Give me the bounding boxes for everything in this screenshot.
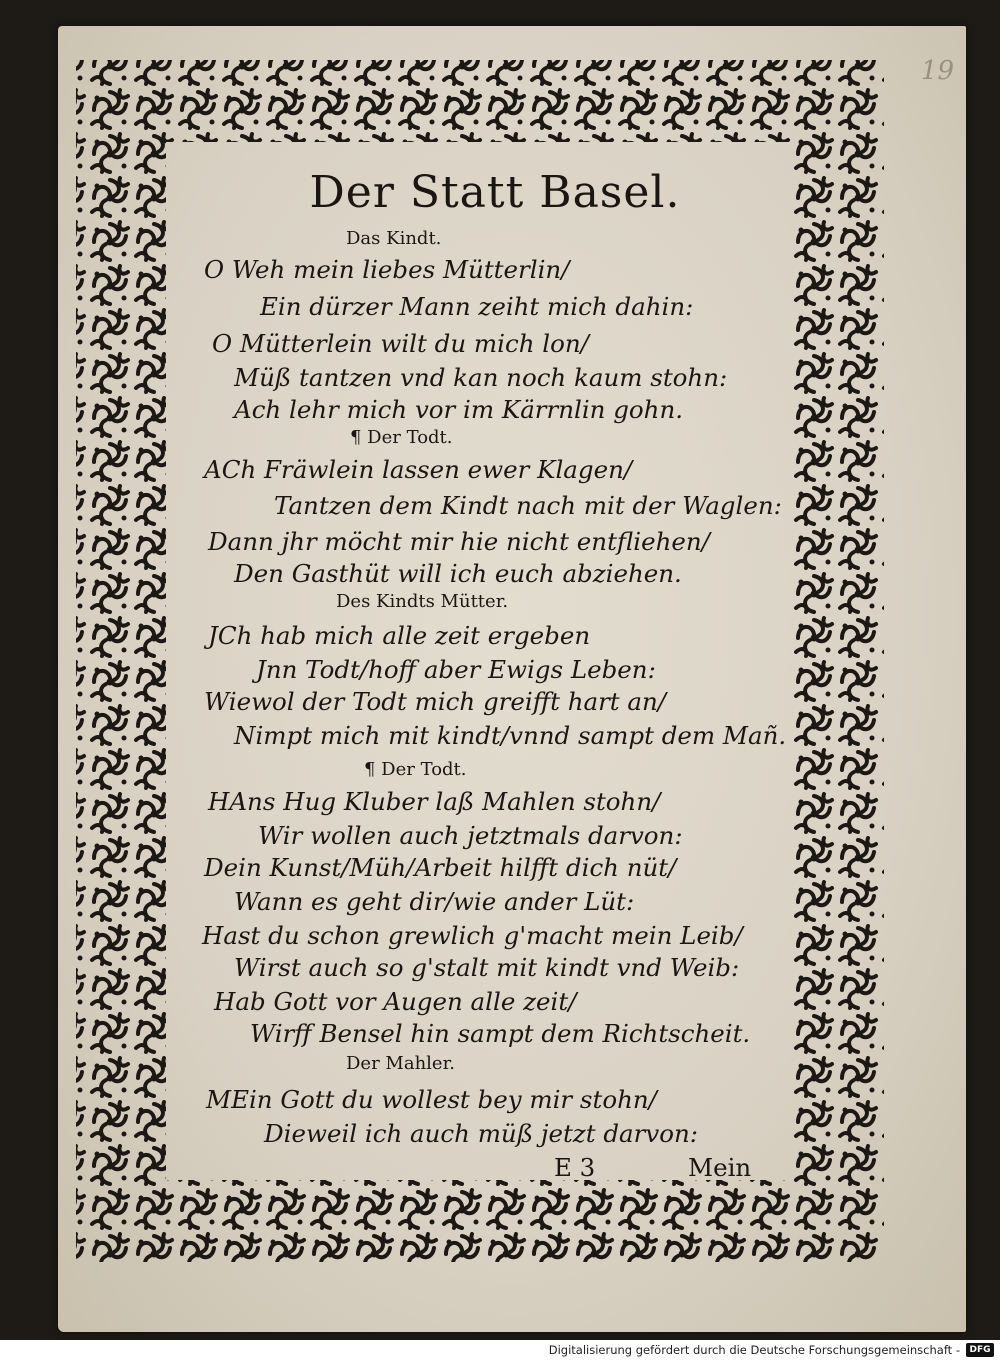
footer-credit: Digitalisierung gefördert durch die Deutsche Forschungsgemeinschaft -	[548, 1343, 960, 1357]
verse-line: O Mütterlein wilt du mich lon/	[212, 329, 589, 358]
verse-line: Dieweil ich auch müß jetzt darvon:	[264, 1119, 698, 1148]
page-title: Der Statt Basel.	[309, 167, 681, 218]
speaker-heading: ¶ Der Todt.	[350, 427, 453, 448]
speaker-heading: Das Kindt.	[346, 228, 442, 249]
verse-line: Ach lehr mich vor im Kärrnlin gohn.	[234, 395, 684, 424]
speaker-heading: ¶ Der Todt.	[364, 759, 467, 780]
verse-line: Wirff Bensel hin sampt dem Richtscheit.	[250, 1019, 751, 1048]
verse-line: Tantzen dem Kindt nach mit der Waglen:	[274, 491, 782, 520]
verse-line: O Weh mein liebes Mütterlin/	[204, 255, 570, 284]
verse-line: Wiewol der Todt mich greifft hart an/	[204, 687, 667, 716]
verse-line: Wir wollen auch jetztmals darvon:	[258, 821, 683, 850]
verse-line: Den Gasthüt will ich euch abziehen.	[234, 559, 682, 588]
verse-line: Jnn Todt/hoff aber Ewigs Leben:	[256, 655, 656, 684]
verse-line: Nimpt mich mit kindt/vnnd sampt dem Mañ.	[234, 721, 787, 750]
signature-mark: E 3	[554, 1153, 596, 1182]
verse-line: MEin Gott du wollest bey mir stohn/	[206, 1085, 657, 1114]
speaker-heading: Des Kindts Mütter.	[336, 591, 509, 612]
verse-line: Dein Kunst/Müh/Arbeit hilfft dich nüt/	[204, 853, 677, 882]
verse-line: Hast du schon grewlich g'macht mein Leib/	[202, 921, 743, 950]
verse-line: HAns Hug Kluber laß Mahlen stohn/	[208, 787, 661, 816]
catchword: Mein	[688, 1153, 752, 1182]
verse-line: Müß tantzen vnd kan noch kaum stohn:	[234, 363, 728, 392]
verse-line: Ein dürzer Mann zeiht mich dahin:	[260, 292, 694, 321]
folio-number: 19	[920, 56, 954, 86]
verse-line: Hab Gott vor Augen alle zeit/	[214, 987, 577, 1016]
verse-line: JCh hab mich alle zeit ergeben	[208, 621, 591, 650]
verse-line: Dann jhr möcht mir hie nicht entfliehen/	[208, 527, 710, 556]
footer-bar	[0, 1340, 1000, 1361]
verse-line: ACh Fräwlein lassen ewer Klagen/	[204, 455, 633, 484]
speaker-heading: Der Mahler.	[346, 1053, 455, 1074]
verse-line: Wann es geht dir/wie ander Lüt:	[234, 887, 635, 916]
dfg-logo[interactable]: DFG	[966, 1343, 994, 1357]
verse-line: Wirst auch so g'stalt mit kindt vnd Weib:	[234, 953, 740, 982]
